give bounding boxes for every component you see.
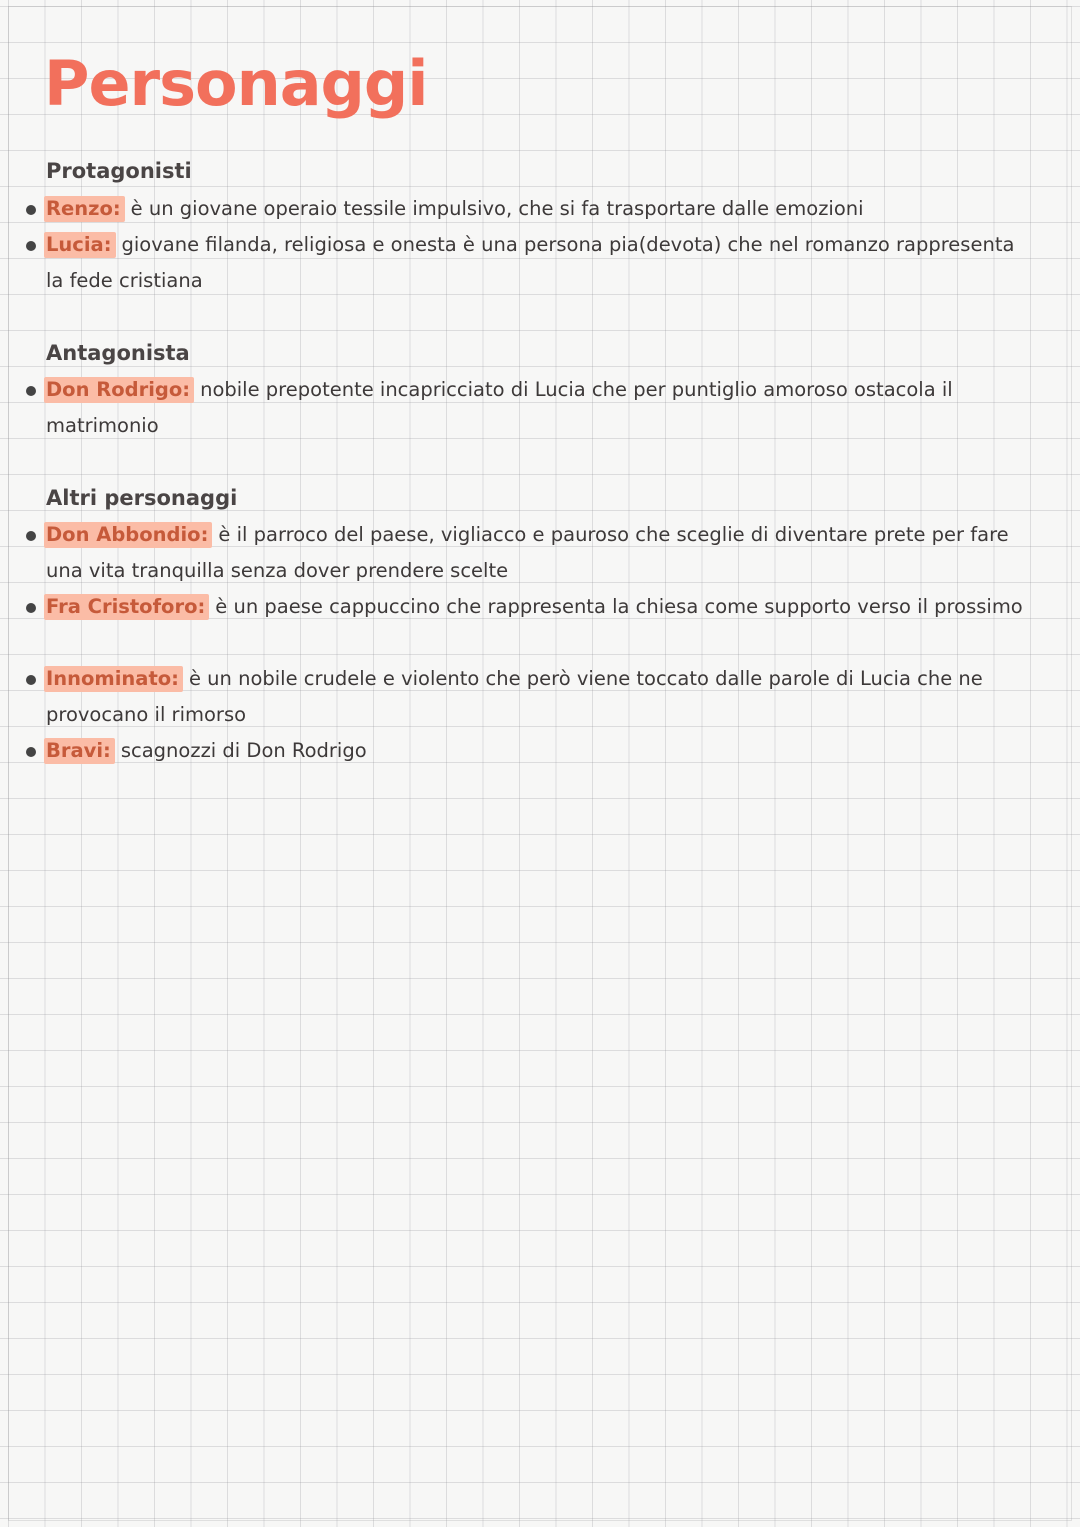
list-item-innominato (46, 661, 1036, 733)
list-item-renzo (46, 191, 1036, 227)
character-description: è un paese cappuccino che rappresenta la chiesa come supporto verso il prossimo (215, 595, 1023, 618)
character-name: Renzo: (44, 196, 125, 222)
page-title: Personaggi (44, 47, 428, 120)
bullet-icon (26, 531, 36, 541)
list-item-don-abbondio (46, 517, 1036, 589)
list-item-don-rodrigo (46, 372, 1036, 444)
character-name: Don Abbondio: (44, 522, 212, 548)
list-item-fra-cristoforo (46, 589, 1036, 625)
bullet-icon (26, 386, 36, 396)
list-item-lucia (46, 227, 1036, 299)
character-description: scagnozzi di Don Rodrigo (120, 739, 367, 762)
character-description: è un nobile crudele e violento che però viene toccato dalle parole di Lucia che ne provocano il rimorso (46, 667, 983, 726)
bullet-icon (26, 205, 36, 215)
bullet-icon (26, 747, 36, 757)
list-item-bravi (46, 733, 1036, 769)
character-description: è il parroco del paese, vigliacco e pauroso che sceglie di diventare prete per fare una vita tranquilla senza dover prendere scelte (46, 523, 1009, 582)
bullet-icon (26, 675, 36, 685)
bullet-icon (26, 241, 36, 251)
bullet-icon (26, 603, 36, 613)
section-heading-altri-personaggi: Altri personaggi (46, 486, 238, 510)
character-name: Lucia: (44, 232, 116, 258)
character-name: Don Rodrigo: (44, 377, 194, 403)
character-description: è un giovane operaio tessile impulsivo, che si fa trasportare dalle emozioni (130, 197, 864, 220)
character-description: nobile prepotente incapricciato di Lucia che per puntiglio amoroso ostacola il matrimonio (46, 378, 953, 437)
section-heading-antagonista: Antagonista (46, 341, 190, 365)
character-name: Innominato: (44, 666, 183, 692)
character-description: giovane filanda, religiosa e onesta è una persona pia(devota) che nel romanzo rappresenta la fede cristiana (46, 233, 1015, 292)
character-name: Bravi: (44, 738, 115, 764)
section-heading-protagonisti: Protagonisti (46, 159, 192, 183)
character-name: Fra Cristoforo: (44, 594, 209, 620)
